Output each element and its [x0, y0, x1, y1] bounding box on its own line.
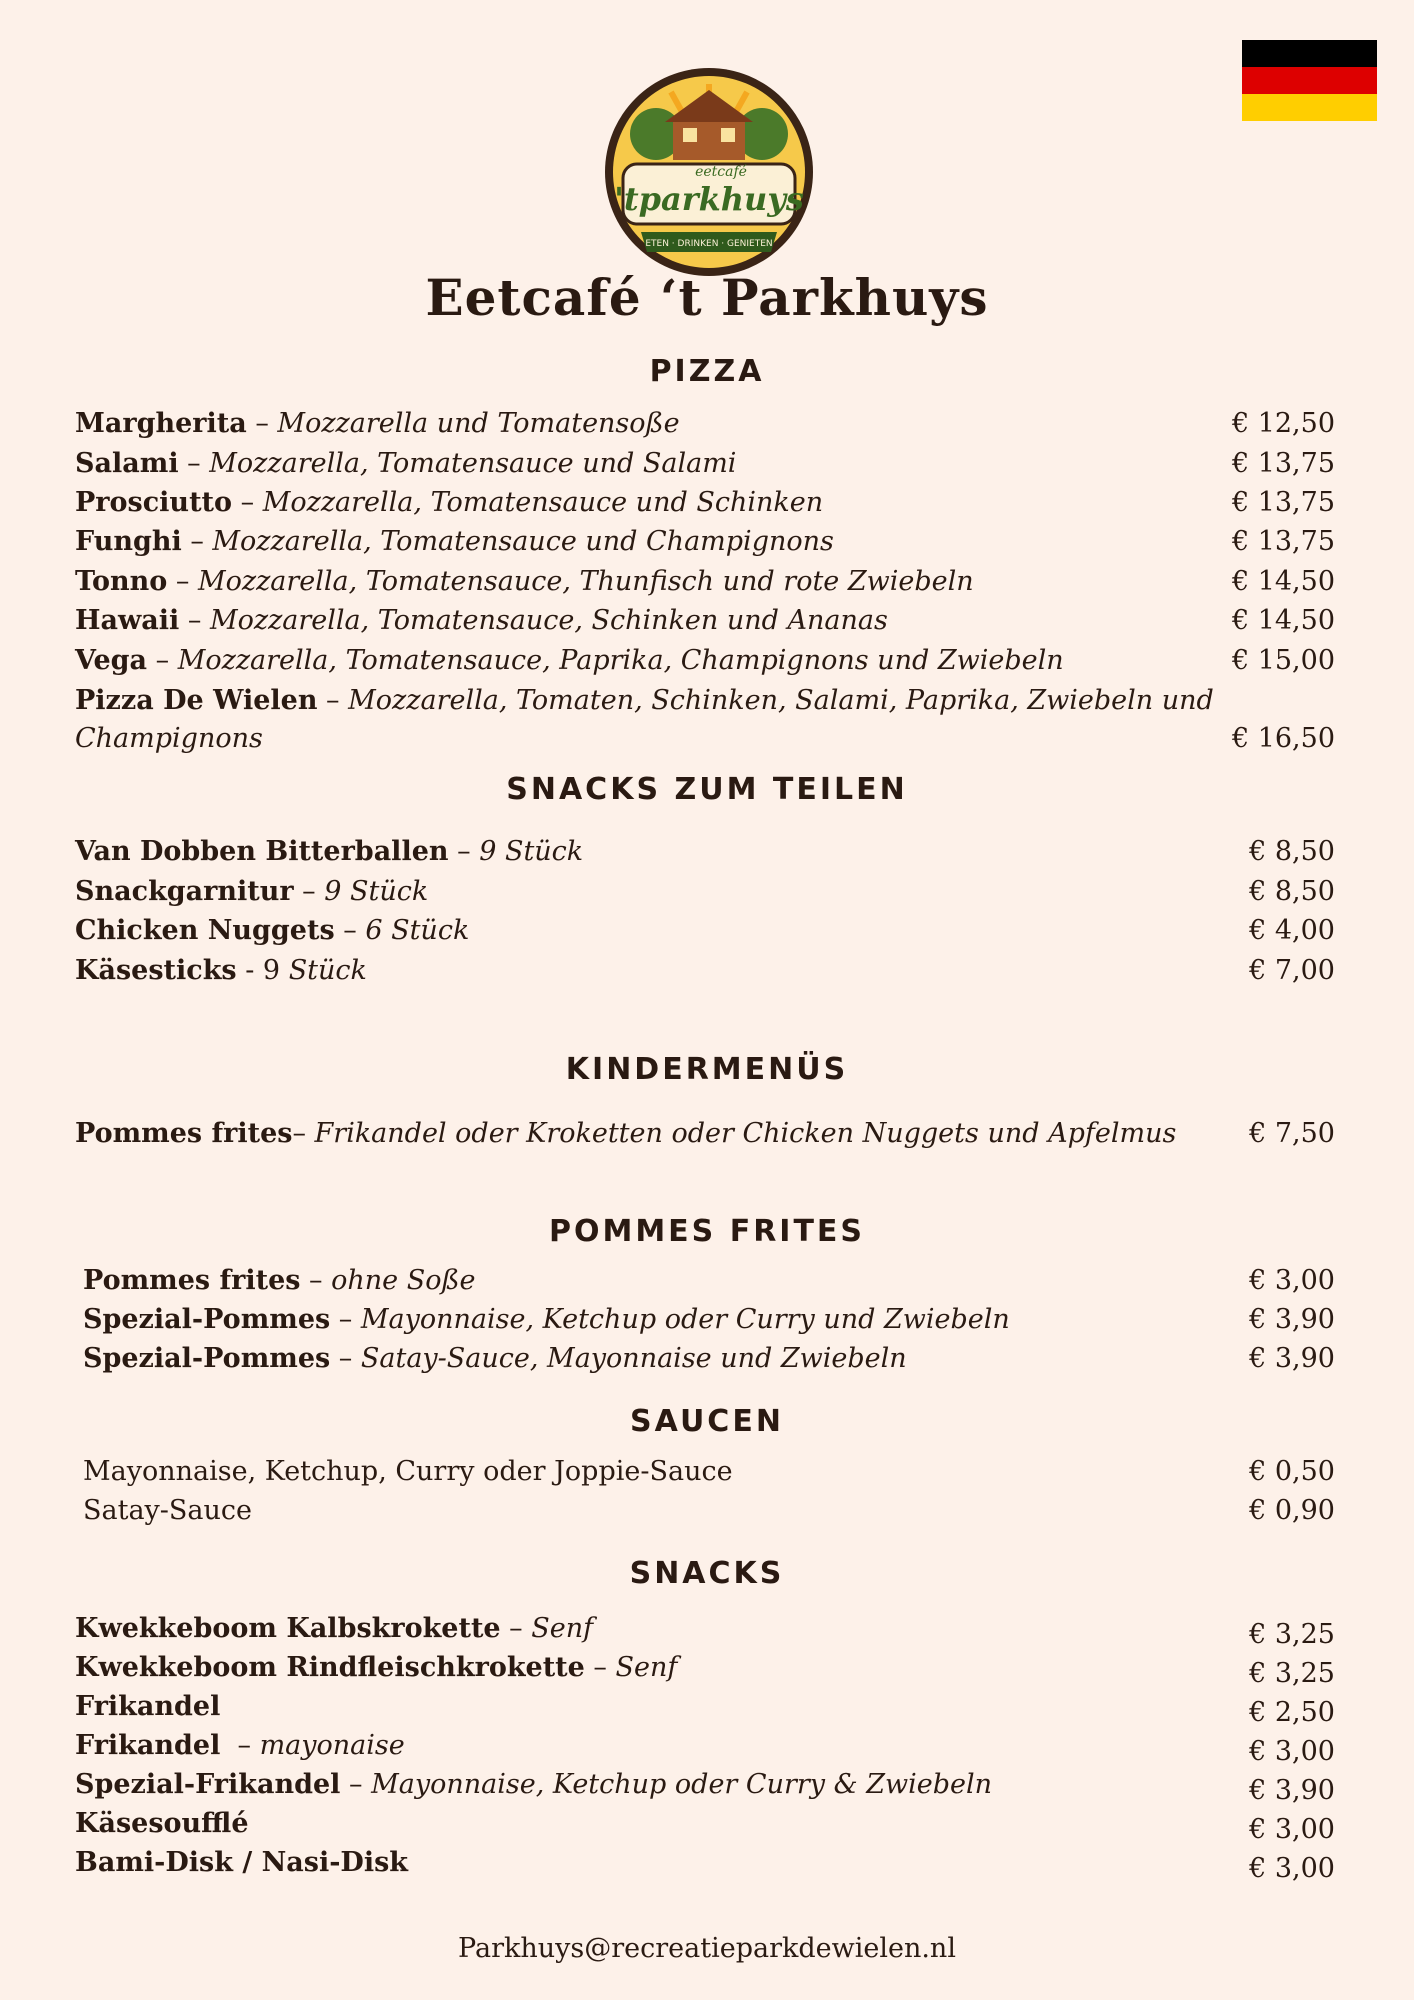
price: € 15,00 — [1231, 645, 1335, 676]
price: € 7,50 — [1249, 1118, 1335, 1149]
menu-item-pizza-de-wielen: Pizza De Wielen – Mozzarella, Tomaten, Schinken, Salami, Paprika, Zwiebeln und Champignons € 16,50 — [75, 682, 1335, 758]
menu-item-bitterballen: Van Dobben Bitterballen – 9 Stück € 8,50 — [75, 833, 1335, 871]
price: € 8,50 — [1249, 836, 1335, 867]
svg-text:'tparkhuys: 'tparkhuys — [614, 180, 804, 218]
menu-item-snackgarnitur: Snackgarnitur – 9 Stück € 8,50 — [75, 873, 1335, 911]
price: € 3,00 — [1249, 1814, 1335, 1845]
menu-item-saucen-1: Mayonnaise, Ketchup, Curry oder Joppie-Sauce € 0,50 — [83, 1453, 1335, 1491]
menu-item-spezial-pommes-1: Spezial-Pommes – Mayonnaise, Ketchup oder Curry und Zwiebeln € 3,90 — [83, 1301, 1335, 1339]
price: € 16,50 — [1231, 723, 1335, 754]
price: € 3,90 — [1249, 1775, 1335, 1806]
price: € 14,50 — [1231, 605, 1335, 636]
section-title-snacks-zum-teilen: SNACKS ZUM TEILEN — [506, 772, 908, 807]
price: € 13,75 — [1231, 448, 1335, 479]
section-title-pizza: PIZZA — [649, 354, 765, 389]
section-title-saucen: SAUCEN — [630, 1404, 784, 1439]
parkhuys-logo — [601, 64, 817, 280]
menu-item-spezial-frikandel: Spezial-Frikandel – Mayonnaise, Ketchup oder Curry & Zwiebeln € 3,90 — [75, 1766, 1335, 1804]
price: € 4,00 — [1249, 915, 1335, 946]
menu-item-chicken-nuggets: Chicken Nuggets – 6 Stück € 4,00 — [75, 912, 1335, 950]
price: € 3,25 — [1249, 1619, 1335, 1650]
section-title-pommes-frites: POMMES FRITES — [548, 1214, 866, 1249]
menu-item-kasesouffle: Käsesoufflé € 3,00 — [75, 1805, 1335, 1843]
menu-item-kinder-pommes: Pommes frites– Frikandel oder Kroketten oder Chicken Nuggets und Apfelmus € 7,50 — [75, 1115, 1335, 1153]
price: € 3,25 — [1249, 1658, 1335, 1689]
price: € 0,50 — [1249, 1456, 1335, 1487]
menu-item-salami: Salami – Mozzarella, Tomatensauce und Salami € 13,75 — [75, 445, 1335, 483]
section-title-snacks: SNACKS — [629, 1556, 785, 1591]
menu-item-margherita: Margherita – Mozzarella und Tomatensoße € 12,50 — [75, 405, 1335, 443]
section-title-kindermenus: KINDERMENÜS — [565, 1052, 849, 1087]
menu-item-vega: Vega – Mozzarella, Tomatensauce, Paprika, Champignons und Zwiebeln € 15,00 — [75, 642, 1335, 680]
page-title: Eetcafé ‘t Parkhuys — [425, 268, 989, 327]
price: € 3,90 — [1249, 1343, 1335, 1374]
menu-item-hawaii: Hawaii – Mozzarella, Tomatensauce, Schinken und Ananas € 14,50 — [75, 602, 1335, 640]
language-flag-german-icon[interactable] — [1242, 40, 1377, 121]
menu-item-kalbskrokette: Kwekkeboom Kalbskrokette – Senf € 3,25 — [75, 1610, 1335, 1648]
menu-item-kasesticks: Käsesticks - 9 Stück € 7,00 — [75, 952, 1335, 990]
menu-item-tonno: Tonno – Mozzarella, Tomatensauce, Thunfisch und rote Zwiebeln € 14,50 — [75, 563, 1335, 601]
price: € 14,50 — [1231, 566, 1335, 597]
menu-item-rindfleischkrokette: Kwekkeboom Rindfleischkrokette – Senf € 3,25 — [75, 1649, 1335, 1687]
menu-item-spezial-pommes-2: Spezial-Pommes – Satay-Sauce, Mayonnaise und Zwiebeln € 3,90 — [83, 1340, 1335, 1378]
menu-item-bami-nasi-disk: Bami-Disk / Nasi-Disk € 3,00 — [75, 1844, 1335, 1882]
price: € 3,00 — [1249, 1265, 1335, 1296]
svg-text:eetcafé: eetcafé — [695, 164, 747, 180]
menu-item-funghi: Funghi – Mozzarella, Tomatensauce und Champignons € 13,75 — [75, 523, 1335, 561]
price: € 13,75 — [1231, 487, 1335, 518]
price: € 7,00 — [1249, 955, 1335, 986]
price: € 3,00 — [1249, 1853, 1335, 1884]
menu-item-frikandel-mayonaise: Frikandel – mayonaise € 3,00 — [75, 1727, 1335, 1765]
price: € 12,50 — [1231, 408, 1335, 439]
price: € 8,50 — [1249, 876, 1335, 907]
price: € 3,00 — [1249, 1736, 1335, 1767]
menu-item-saucen-2: Satay-Sauce € 0,90 — [83, 1492, 1335, 1530]
price: € 2,50 — [1249, 1697, 1335, 1728]
svg-text:ETEN · DRINKEN · GENIETEN: ETEN · DRINKEN · GENIETEN — [645, 239, 773, 249]
footer-email[interactable]: Parkhuys@recreatieparkdewielen.nl — [458, 1933, 956, 1964]
price: € 13,75 — [1231, 526, 1335, 557]
menu-item-pommes-frites: Pommes frites – ohne Soße € 3,00 — [83, 1262, 1335, 1300]
menu-item-prosciutto: Prosciutto – Mozzarella, Tomatensauce und Schinken € 13,75 — [75, 484, 1335, 522]
menu-item-frikandel: Frikandel € 2,50 — [75, 1688, 1335, 1726]
price: € 0,90 — [1249, 1495, 1335, 1526]
price: € 3,90 — [1249, 1304, 1335, 1335]
